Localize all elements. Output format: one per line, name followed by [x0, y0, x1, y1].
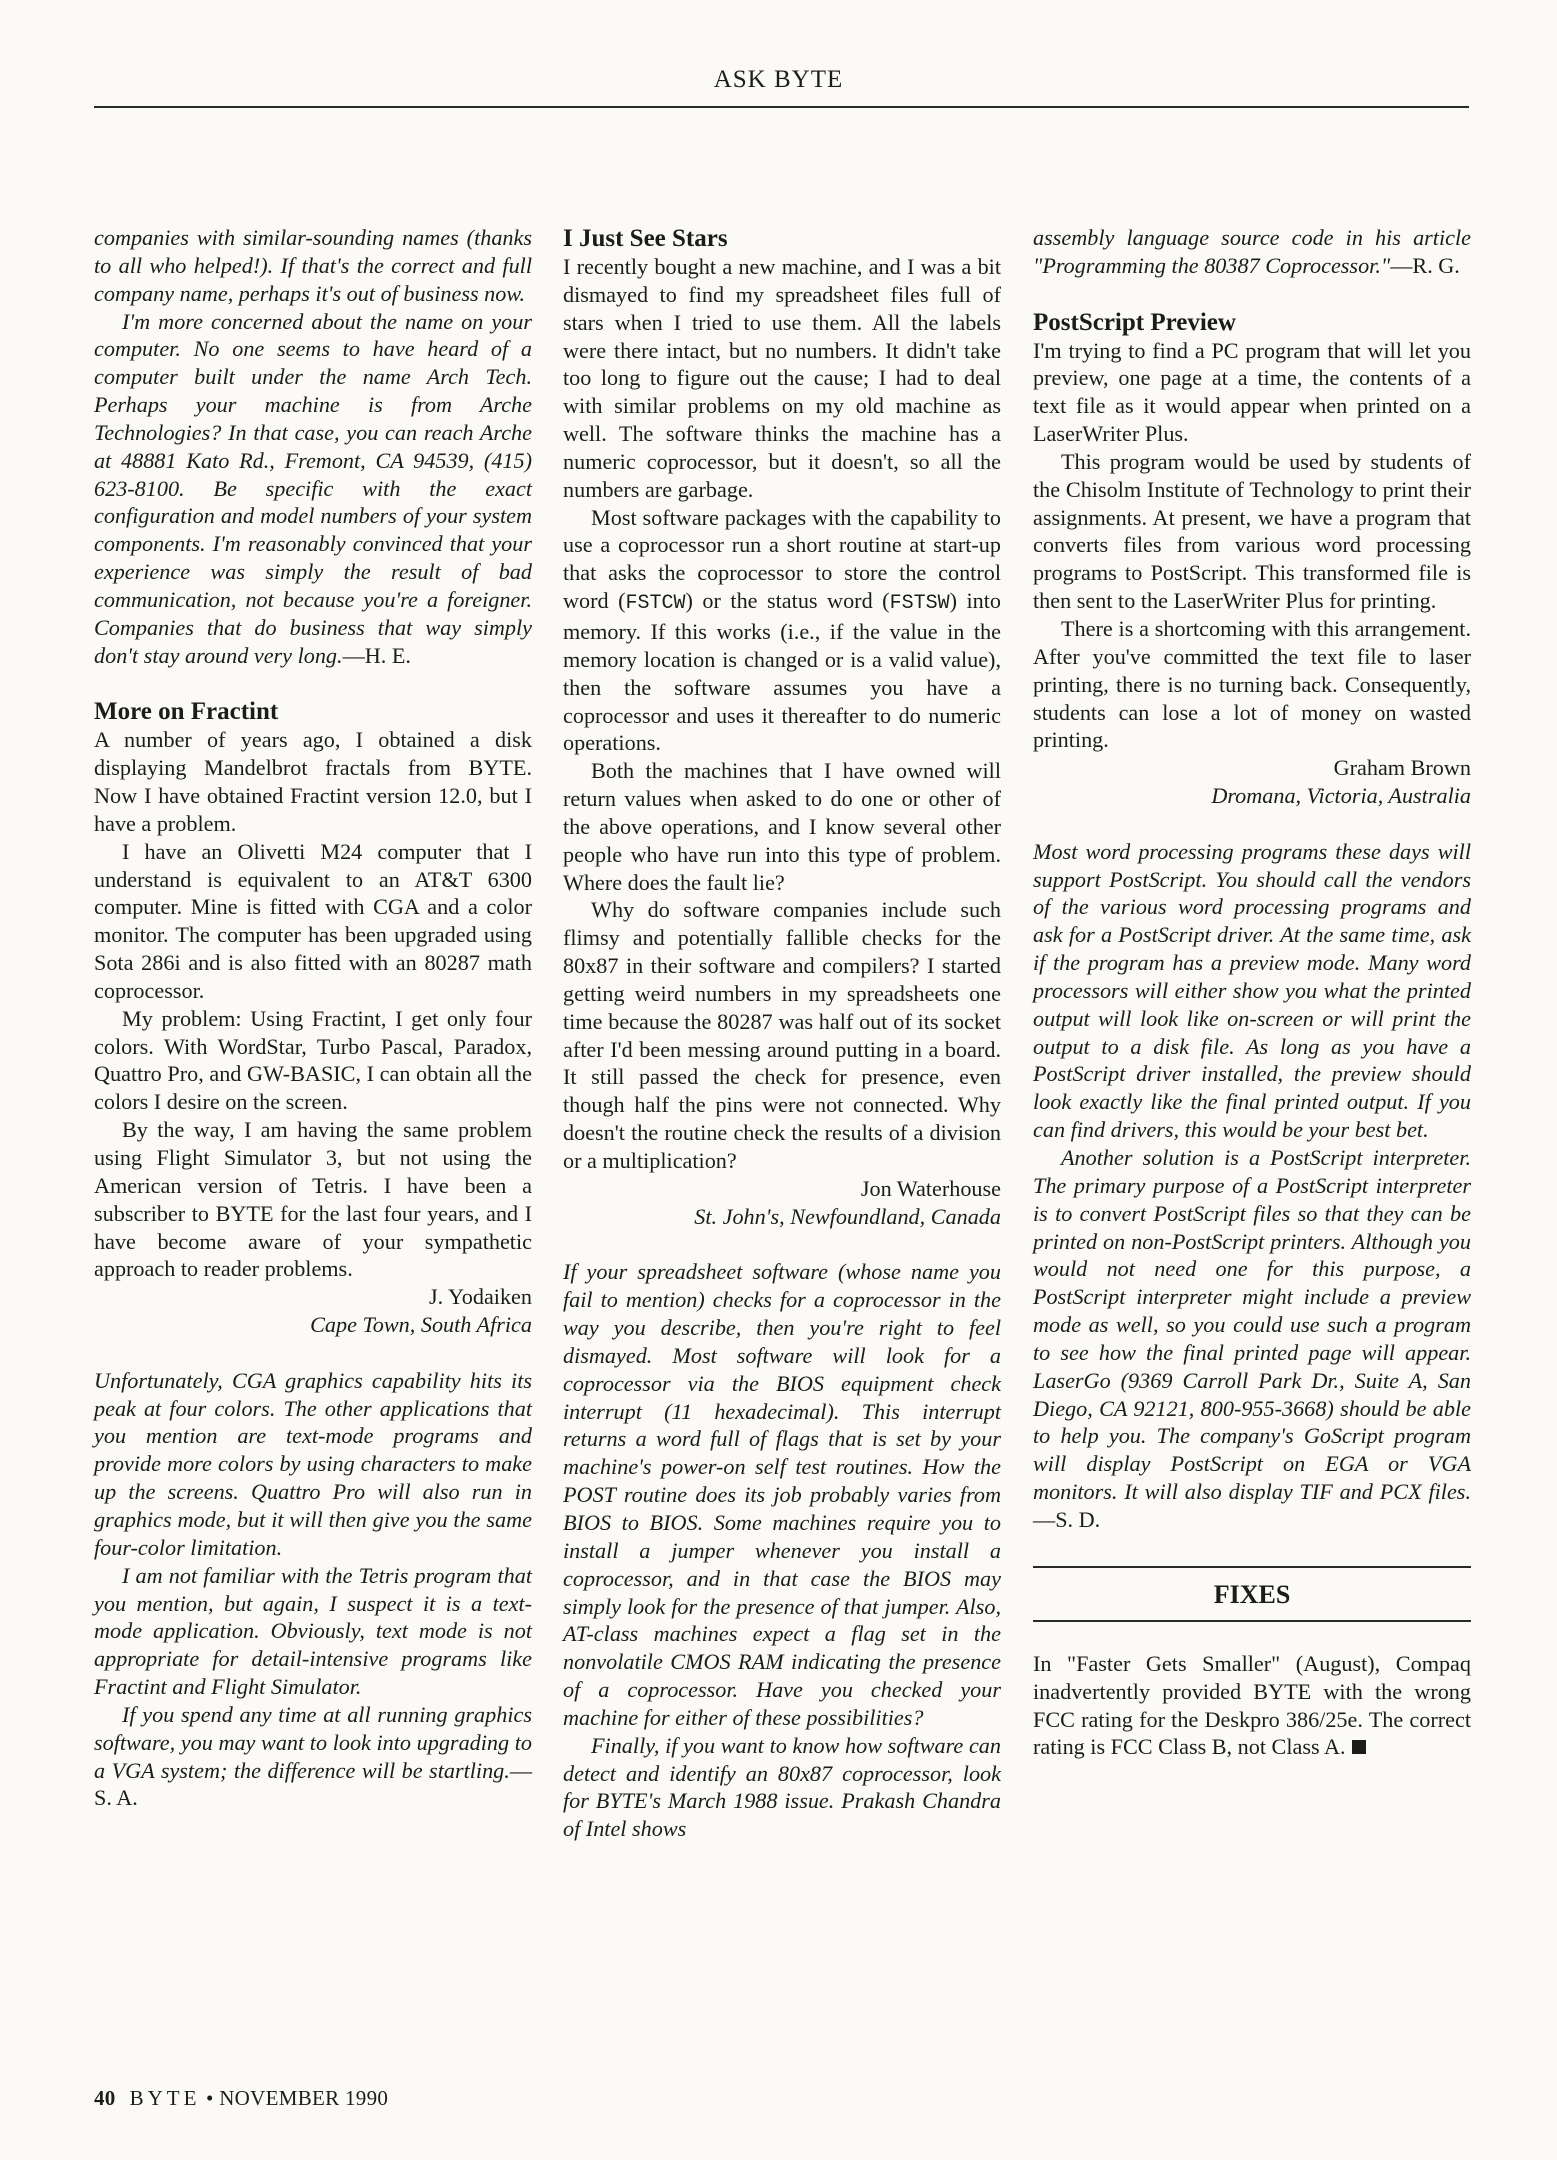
page-number: 40 [94, 2086, 116, 2110]
answer-paragraph: I am not familiar with the Tetris program that you mention, but again, I suspect it is a text-mode application. Obviously, text mode is not appropriate for detail-intensive programs like Fractint and Flight Simulator. [94, 1562, 532, 1700]
issue-date: NOVEMBER 1990 [219, 2086, 389, 2110]
answer-paragraph: Finally, if you want to know how software can detect and identify an 80x87 coprocessor, look for BYTE's March 1988 issue. Prakash Chandra of Intel shows [563, 1732, 1001, 1842]
magazine-name: BYTE [129, 2086, 201, 2110]
answer-signature: —S. D. [1033, 1506, 1101, 1532]
letter-location: Cape Town, South Africa [310, 1312, 532, 1338]
letter-paragraph: There is a shortcoming with this arrangement. After you've committed the text file to laser printing, there is no turning back. Consequently, students can lose a lot of money on wasted printing. [1033, 615, 1471, 753]
answer-paragraph: Most word processing programs these days will support PostScript. You should call the vendors of the various word processing programs and ask for a PostScript driver. At the same time, ask if the program has a preview mode. Many word processors will either show you what the printed output will look like on-screen or will print the output to a disk file. As long as you have a PostScript driver installed, the preview should look exactly like the final printed output. If you can find drivers, this would be your best bet. [1033, 838, 1471, 1143]
letter-location: Dromana, Victoria, Australia [1211, 783, 1471, 809]
header-rule [94, 106, 1469, 108]
article-heading-stars: I Just See Stars [563, 225, 728, 252]
letter-author: Jon Waterhouse [860, 1175, 1001, 1201]
answer-signature: —S. A. [94, 1757, 532, 1811]
letter-paragraph: I'm trying to find a PC program that will let you preview, one page at a time, the contents of a text file as it would appear when printed on a LaserWriter Plus. [1033, 337, 1471, 447]
page-footer [94, 2086, 388, 2111]
column-2 [563, 224, 1001, 1843]
answer-signature: —H. E. [342, 642, 411, 668]
letter-paragraph: Both the machines that I have owned will return values when asked to do one or other of the above operations, and I know several other people who have run into this type of problem. Where does the fault lie? [563, 758, 1001, 895]
footer-separator: • [206, 2086, 214, 2110]
answer-signature: —R. G. [1390, 252, 1460, 278]
letter-location: St. John's, Newfoundland, Canada [694, 1203, 1001, 1229]
article-heading-fractint: More on Fractint [94, 698, 279, 726]
letter-paragraph: This program would be used by students of the Chisolm Institute of Technology to print their assignments. At present, we have a program that converts files from various word processing programs to PostScript. This transformed file is then sent to the LaserWriter Plus for printing. [1033, 448, 1471, 614]
answer-paragraph: Unfortunately, CGA graphics capability hits its peak at four colors. The other applications that you mention are text-mode programs and provide more colors by using characters to make up the screens. Quattro Pro will also run in graphics mode, but it will then give you the same four-color limitation. [94, 1367, 532, 1560]
letter-paragraph: My problem: Using Fractint, I get only four colors. With WordStar, Turbo Pascal, Paradox, Quattro Pro, and GW-BASIC, I can obtain all the colors I desire on the screen. [94, 1005, 532, 1115]
answer-continued: assembly language source code in his article "Programming the 80387 Coprocessor."—R. G. [1033, 225, 1471, 278]
letter-paragraph: Most software packages with the capability to use a coprocessor run a short routine at start-up that asks the coprocessor to store the control word (FSTCW) or the status word (FSTSW) into memory. If this works (i.e., if the value in the memory location is changed or is a valid value), then the software assumes you have a coprocessor and uses it thereafter to do numeric operations. [563, 504, 1001, 756]
letter-paragraph: Why do software companies include such flimsy and potentially fallible checks for the 80x87 in their software and compilers? I started getting weird numbers in my spreadsheets one time because the 80287 was half out of its socket after I'd been messing around putting in a board. It still passed the check for presence, even though half the pins were not connected. Why doesn't the routine check the results of a division or a multiplication? [563, 897, 1001, 1173]
answer-paragraph: If you spend any time at all running graphics software, you may want to look into upgrading to a VGA system; the difference will be startling.—S. A. [94, 1701, 532, 1811]
letter-paragraph: By the way, I am having the same problem using Flight Simulator 3, but not using the American version of Tetris. I have been a subscriber to BYTE for the last four years, and I have become aware of your sympathetic approach to reader problems. [94, 1117, 532, 1282]
letter-paragraph: A number of years ago, I obtained a disk displaying Mandelbrot fractals from BYTE. Now I have obtained Fractint version 12.0, but I have a problem. [94, 727, 532, 836]
column-3 [1033, 224, 1471, 1761]
fixes-paragraph: In "Faster Gets Smaller" (August), Compaq inadvertently provided BYTE with the wrong FCC rating for the Deskpro 386/25e. The correct rating is FCC Class B, not Class A. [1033, 1650, 1471, 1760]
code-fstcw: FSTCW [625, 592, 686, 616]
letter-paragraph: I have an Olivetti M24 computer that I understand is equivalent to an AT&T 6300 computer. Mine is fitted with CGA and a color monitor. The computer has been upgraded using Sota 286i and is also fitted with an 80287 math coprocessor. [94, 838, 532, 1003]
letter-author: J. Yodaiken [429, 1284, 532, 1310]
fixes-box [1033, 1566, 1471, 1761]
answer-paragraph: I'm more concerned about the name on your computer. No one seems to have heard of a computer built under the name Arch Tech. Perhaps your machine is from Arche Technologies? In that case, you can reach Arche at 48881 Kato Rd., Fremont, CA 94539, (415) 623-8100. Be specific with the exact configuration and model numbers of your system components. I'm reasonably convinced that your experience was simply the result of bad communication, not because you're a foreigner. Companies that do business that way simply don't stay around very long.—H. E. [94, 308, 532, 668]
letter-author: Graham Brown [1333, 755, 1471, 781]
section-header: ASK BYTE [713, 66, 844, 93]
letter-paragraph: I recently bought a new machine, and I was a bit dismayed to find my spreadsheet files full of stars when I tried to use them. All the labels were there intact, but no numbers. It didn't take too long to figure out the cause; I had to deal with similar problems on my old machine as well. The software thinks the machine has a numeric coprocessor, but it doesn't, so all the numbers are garbage. [563, 254, 1001, 502]
answer-paragraph: Another solution is a PostScript interpreter. The primary purpose of a PostScript interpreter is to convert PostScript files so that they can be printed on non-PostScript printers. Although you would not need one for this purpose, a PostScript interpreter might include a preview mode as well, so you could use such a program to see how the final printed page will appear. LaserGo (9369 Carroll Park Dr., Suite A, San Diego, CA 92121, 800-955-3668) should be able to help you. The company's GoScript program will display PostScript on EGA or VGA monitors. It will also display TIF and PCX files.—S. D. [1033, 1145, 1471, 1532]
end-mark-icon [1352, 1740, 1366, 1754]
column-1 [94, 224, 532, 1812]
code-fstsw: FSTSW [889, 592, 950, 616]
answer-continued: companies with similar-sounding names (thanks to all who helped!). If that's the correct and full company name, perhaps it's out of business now. [94, 225, 532, 306]
article-heading-postscript: PostScript Preview [1033, 308, 1236, 336]
fixes-title: FIXES [1213, 1579, 1291, 1609]
answer-paragraph: If your spreadsheet software (whose name you fail to mention) checks for a coprocessor in the way you describe, then you're right to feel dismayed. Most software will look for a coprocessor via the BIOS equipment check interrupt (11 hexadecimal). This interrupt returns a word full of flags that is set by your machine's power-on self test routines. How the POST routine does its job probably varies from BIOS to BIOS. Some machines require you to install a jumper whenever you install a coprocessor, and in that case the BIOS may simply look for the presence of that jumper. Also, AT-class machines expect a flag set in the nonvolatile CMOS RAM indicating the presence of a coprocessor. Have you checked your machine for either of these possibilities? [563, 1259, 1001, 1730]
